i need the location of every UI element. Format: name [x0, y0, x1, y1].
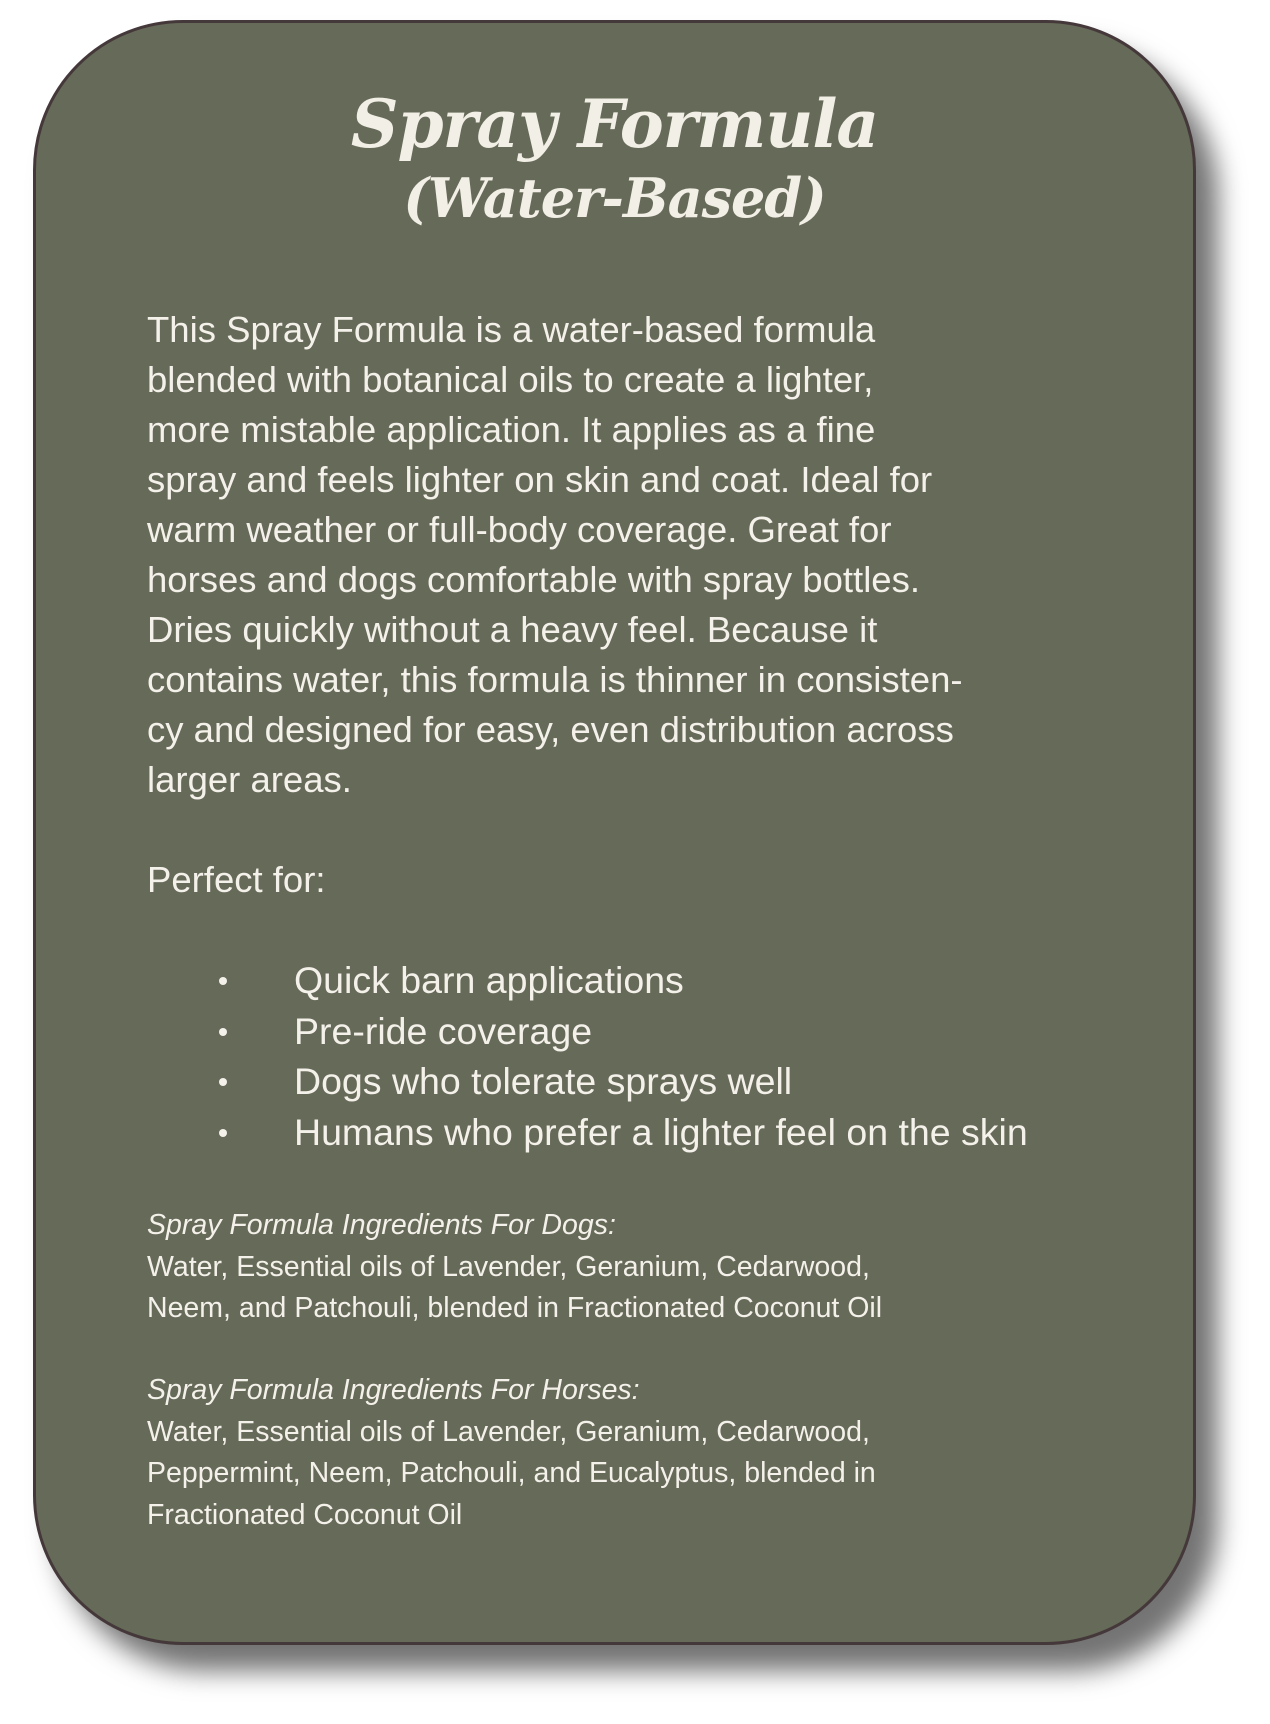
ingredients-horses-line: Fractionated Coconut Oil	[147, 1498, 463, 1531]
list-item-text: Humans who prefer a lighter feel on the skin	[294, 1110, 1028, 1153]
description-line: spray and feels lighter on skin and coat. Ideal for	[147, 459, 933, 500]
list-item	[221, 1107, 1028, 1158]
card-title: Spray Formula	[350, 85, 879, 163]
list-item	[221, 1006, 1028, 1057]
bullet-icon	[219, 1028, 227, 1036]
bullet-icon	[219, 977, 227, 985]
description-paragraph	[147, 305, 1107, 805]
ingredients-dogs-section	[147, 1205, 1107, 1330]
list-item-text: Quick barn applications	[294, 959, 684, 1001]
ingredients-dogs-heading: Spray Formula Ingredients For Dogs:	[147, 1209, 616, 1241]
description-line: warm weather or full-body coverage. Great for	[147, 509, 892, 550]
description-line: contains water, this formula is thinner in consisten-	[147, 659, 963, 700]
description-line: Dries quickly without a heavy feel. Because it	[147, 609, 878, 650]
ingredients-horses-section	[147, 1370, 1107, 1536]
ingredients-horses-line: Water, Essential oils of Lavender, Geranium, Cedarwood,	[147, 1415, 870, 1448]
list-item	[221, 955, 1028, 1006]
perfect-for-label: Perfect for:	[147, 859, 326, 900]
description-line: more mistable application. It applies as a fine	[147, 409, 876, 450]
ingredients-dogs-line: Water, Essential oils of Lavender, Geranium, Cedarwood,	[147, 1250, 870, 1283]
bullet-icon	[219, 1078, 227, 1086]
ingredients-dogs-line: Neem, and Patchouli, blended in Fractionated Coconut Oil	[147, 1292, 883, 1324]
description-line: blended with botanical oils to create a lighter,	[147, 359, 874, 400]
formula-card	[33, 20, 1196, 1645]
description-line: cy and designed for easy, even distribution across	[147, 709, 954, 750]
description-line: horses and dogs comfortable with spray bottles.	[147, 559, 920, 600]
bullet-icon	[219, 1129, 227, 1137]
description-line: larger areas.	[147, 759, 352, 800]
list-item-text: Dogs who tolerate sprays well	[294, 1060, 793, 1102]
ingredients-horses-line: Peppermint, Neem, Patchouli, and Eucalyptus, blended in	[147, 1457, 876, 1489]
list-item	[221, 1056, 1028, 1107]
card-subtitle: (Water-Based)	[403, 166, 826, 230]
ingredients-horses-heading: Spray Formula Ingredients For Horses:	[147, 1374, 640, 1406]
description-line: This Spray Formula is a water-based formula	[147, 309, 876, 350]
list-item-text: Pre-ride coverage	[294, 1009, 593, 1052]
perfect-for-list	[221, 955, 1028, 1157]
